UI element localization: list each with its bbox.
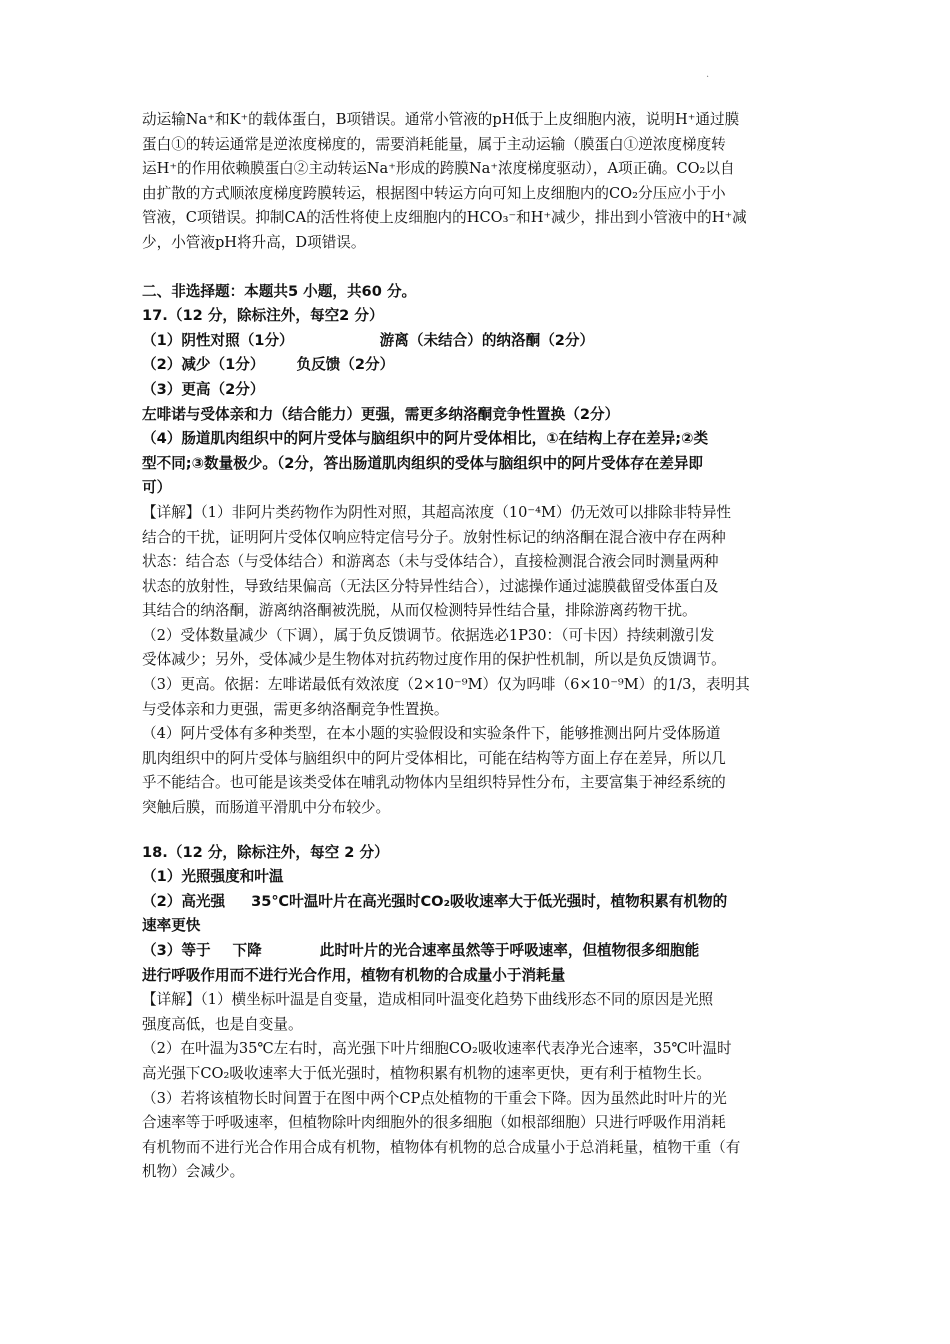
question-18 — [142, 841, 817, 1185]
stray-mark: · — [706, 72, 710, 83]
answer-line — [142, 353, 817, 378]
answer-part: （2）减少（1分） — [142, 356, 265, 374]
detail-line: 与受体亲和力更强，需更多纳洛酮竞争性置换。 — [142, 700, 449, 718]
detail-line: 高光强下CO₂吸收速率大于低光强时，植物积累有机物的速率更快，更有利于植物生长。 — [142, 1064, 711, 1082]
answer-line: （4）肠道肌肉组织中的阿片受体与脑组织中的阿片受体相比，①在结构上存在差异;②类 — [142, 430, 709, 448]
detail-line: 突触后膜，而肠道平滑肌中分布较少。 — [142, 799, 391, 817]
answer-line — [142, 890, 817, 915]
detail-line: 受体减少；另外，受体减少是生物体对抗药物过度作用的保护性机制，所以是负反馈调节。 — [142, 651, 726, 669]
answer-line: 型不同;③数量极少。（2分，答出肠道肌肉组织的受体与脑组织中的阿片受体存在差异即 — [142, 454, 704, 472]
detail-line: 【详解】（1）横坐标叶温是自变量，造成相同叶温变化趋势下曲线形态不同的原因是光照 — [142, 991, 714, 1009]
answer-part: 负反馈（2分） — [296, 356, 395, 374]
text-line: 由扩散的方式顺浓度梯度跨膜转运，根据图中转运方向可知上皮细胞内的CO₂分压应小于小 — [142, 184, 726, 202]
answer-line: 左啡诺与受体亲和力（结合能力）更强，需更多纳洛酮竞争性置换（2分） — [142, 405, 620, 423]
answer-line — [142, 939, 817, 964]
answer-part: （2）高光强 — [142, 892, 226, 910]
detail-line: 有机物而不进行光合作用合成有机物，植物体有机物的总合成量小于总消耗量，植物干重（有 — [142, 1138, 741, 1156]
text-line: 少，小管液pH将升高，D项错误。 — [142, 233, 366, 251]
answer-part: （3） — [142, 942, 182, 959]
detail-line: 状态：结合态（与受体结合）和游离态（未与受体结合），直接检测混合液会同时测量两种 — [142, 553, 719, 571]
detail-line: （3）若将该植物长时间置于在图中两个CP点处植物的干重会下降。因为虽然此时叶片的光 — [142, 1089, 727, 1107]
detail-line: 结合的干扰，证明阿片受体仅响应特定信号分子。放射性标记的纳洛酮在混合液中存在两种 — [142, 528, 726, 546]
detail-line: （3）更高。依据：左啡诺最低有效浓度（2×10⁻⁹M）仅为吗啡（6×10⁻⁹M）的1/3，表明其 — [142, 676, 750, 694]
detail-line: 【详解】（1）非阿片类药物作为阴性对照，其超高浓度（10⁻⁴M）仍无效可以排除非特异性 — [142, 503, 732, 521]
answer-part: 此时叶片的光合速率虽然等于呼吸速率，但植物很多细胞能 — [319, 942, 700, 959]
detail-line: 合速率等于呼吸速率，但植物除叶肉细胞外的很多细胞（如根部细胞）只进行呼吸作用消耗 — [142, 1114, 726, 1132]
question-title: 18.（12 分，除标注外，每空 2 分） — [142, 843, 389, 861]
document-page — [142, 108, 817, 1185]
intro-paragraph — [142, 108, 817, 256]
text-line: 蛋白①的转运通常是逆浓度梯度的，需要消耗能量，属于主动运输（膜蛋白①逆浓度梯度转 — [142, 135, 726, 153]
answer-line: 速率更快 — [142, 917, 201, 935]
detail-line: 机物）会减少。 — [142, 1163, 245, 1181]
detail-line: 状态的放射性，导致结果偏高（无法区分特异性结合），过滤操作通过滤膜截留受体蛋白及 — [142, 577, 719, 595]
text-line: 动运输Na⁺和K⁺的载体蛋白，B项错误。通常小管液的pH低于上皮细胞内液，说明H⁺通过膜 — [142, 111, 740, 128]
text-line: 管液，C项错误。抑制CA的活性将使上皮细胞内的HCO₃⁻和H⁺减少，排出到小管液中的H⁺减 — [142, 209, 747, 227]
answer-line: （1）光照强度和叶温 — [142, 868, 284, 886]
question-17 — [142, 304, 817, 820]
answer-line — [142, 329, 817, 354]
text-line: 运H⁺的作用依赖膜蛋白②主动转运Na⁺形成的跨膜Na⁺浓度梯度驱动），A项正确。CO₂以自 — [142, 160, 735, 178]
detail-line: 肌肉组织中的阿片受体与脑组织中的阿片受体相比，可能在结构等方面上存在差异，所以几 — [142, 749, 726, 767]
answer-part: 下降 — [232, 942, 262, 959]
detail-line: 强度高低，也是自变量。 — [142, 1015, 303, 1033]
detail-line: （2）在叶温为35℃左右时，高光强下叶片细胞CO₂吸收速率代表净光合速率，35℃叶温时 — [142, 1040, 732, 1058]
question-title: 17.（12 分，除标注外，每空2 分） — [142, 307, 384, 325]
answer-part: （1）阴性对照（1分） — [142, 331, 294, 349]
detail-line: 其结合的纳洛酮，游离纳洛酮被洗脱，从而仅检测特异性结合量，排除游离药物干扰。 — [142, 602, 697, 620]
answer-part: 35℃叶温叶片在高光强时CO₂吸收速率大于低光强时，植物积累有机物的 — [251, 892, 728, 910]
detail-line: 乎不能结合。也可能是该类受体在哺乳动物体内呈组织特异性分布，主要富集于神经系统的 — [142, 774, 726, 792]
answer-line: 可） — [142, 479, 172, 497]
answer-line: 进行呼吸作用而不进行光合作用，植物有机物的合成量小于消耗量 — [142, 966, 566, 984]
answer-part: 等于 — [181, 942, 211, 959]
detail-line: （4）阿片受体有多种类型，在本小题的实验假设和实验条件下，能够推测出阿片受体肠道 — [142, 725, 721, 743]
section-heading: 二、非选择题：本题共5 小题，共60 分。 — [142, 282, 417, 300]
answer-line: （3）更高（2分） — [142, 380, 265, 398]
detail-line: （2）受体数量减少（下调），属于负反馈调节。依据选必1P30：（可卡因）持续刺激引发 — [142, 626, 715, 644]
answer-part: 游离（未结合）的纳洛酮（2分） — [379, 331, 595, 349]
